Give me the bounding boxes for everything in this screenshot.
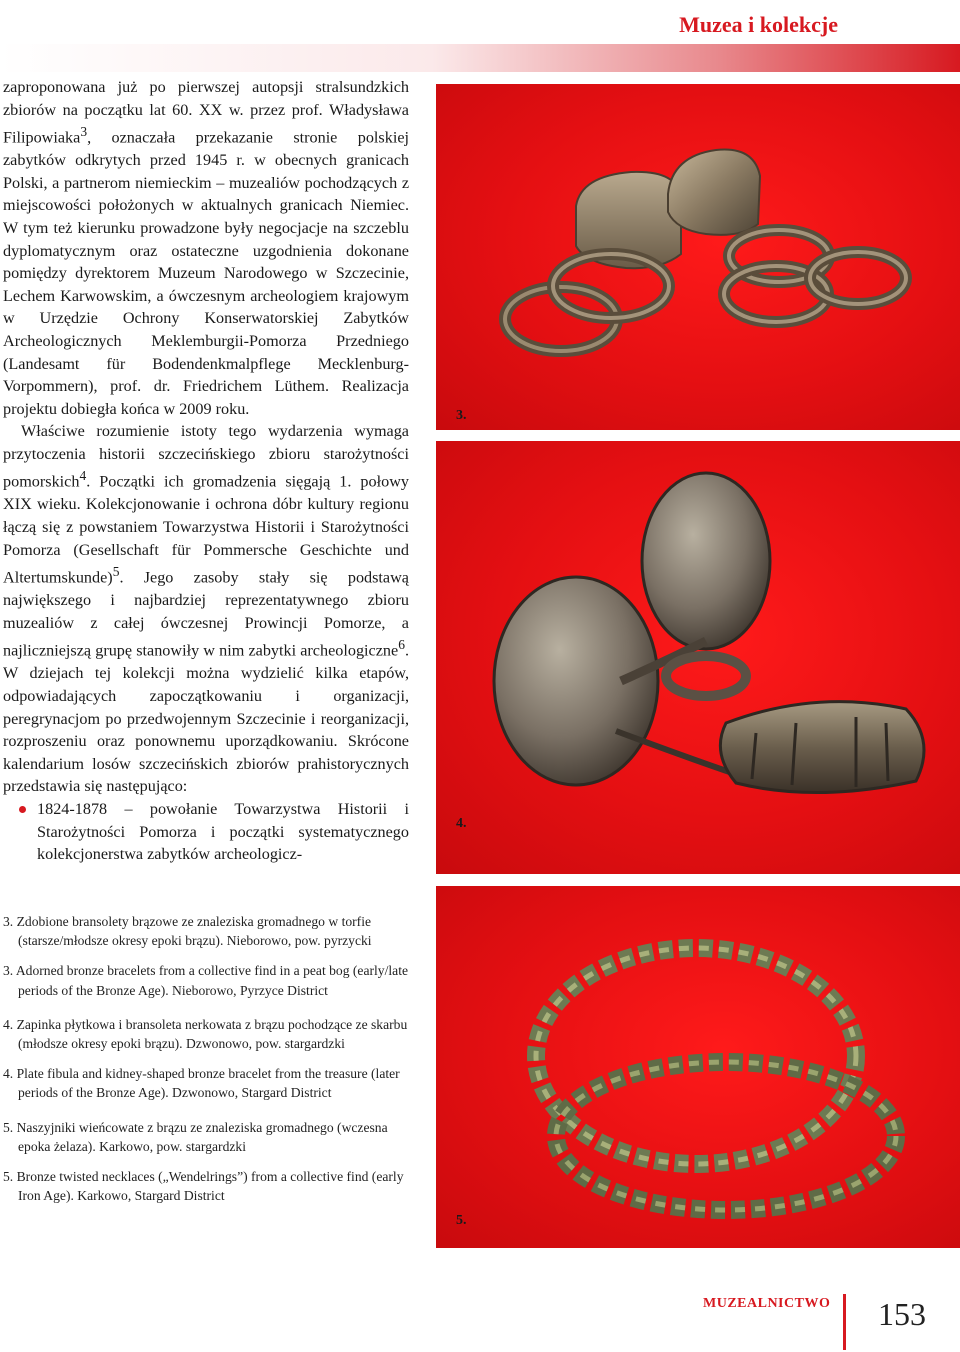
caption-4-pl: 4. Zapinka płytkowa i bransoleta nerkowata z brązu pochodzące ze skarbu (młodsze okresy epoki brązu). Dzwonowo, pow. stargardzki	[3, 1016, 408, 1052]
timeline-list-item	[3, 798, 409, 866]
article-body	[3, 76, 409, 866]
necklaces-illustration	[436, 886, 960, 1248]
paragraph-2-text-d: . W dziejach tej kolekcji można wydzielić kilka etapów, odpowiadających zapoczątkowaniu i organizacji, peregrynacjom po przedwojennym Szczecinie i reorganizacji, rozproszeniu oraz ponownemu uporządkowaniu. Skrócone kalendarium losów szczecińskich zbiorów prahistorycznych przedstawia się następująco:	[3, 641, 409, 796]
caption-5-en: 5. Bronze twisted necklaces („Wendelrings”) from a collective find (early Iron Age). Karkowo, Stargard District	[3, 1169, 404, 1204]
figure-number-3: 3.	[456, 408, 467, 423]
footnote-ref[interactable]: 4	[79, 468, 87, 484]
paragraph-2-text-b: . Początki ich gromadzenia sięgają 1. połowy XIX wieku. Kolekcjonowanie i ochrona dóbr kultury regionu łączą się z powstaniem Towarzystwa Historii i Starożytności Pomorza (Gesellschaft für Pommersche Geschichte und Altertumskunde)	[3, 472, 409, 587]
paragraph-2	[3, 420, 409, 798]
photo-5-necklaces	[436, 886, 960, 1248]
photo-3-bracelets	[436, 84, 960, 430]
figure-number-5: 5.	[456, 1213, 467, 1228]
header-gradient-bar	[0, 44, 960, 72]
caption-3-en: 3. Adorned bronze bracelets from a collective find in a peat bog (early/late periods of the Bronze Age). Nieborowo, Pyrzyce District	[3, 963, 408, 998]
bracelets-illustration	[436, 84, 960, 430]
figure-captions	[3, 912, 411, 1220]
fibula-illustration	[436, 441, 960, 874]
page-number: 153	[878, 1296, 926, 1332]
footnote-ref[interactable]: 5	[112, 564, 120, 580]
section-title: Muzea i kolekcje	[679, 12, 838, 37]
paragraph-1-text-a: zaproponowana już po pierwszej autopsji stralsundzkich zbiorów na początku lat 60. XX w. przez prof. Władysława Filipowiaka	[3, 78, 409, 147]
footnote-ref[interactable]: 3	[80, 124, 88, 140]
paragraph-2-text-c: . Jego zasoby stały się podstawą największego i najbardziej reprezentatywnego zbioru muzealiów z całej ówczesnej Prowincji Pomorze, a najliczniejszą grupę stanowiły w nim zabytki archeologiczne	[3, 568, 409, 660]
figure-number-4: 4.	[456, 816, 467, 831]
journal-brand: MUZEALNICTWO	[703, 1296, 831, 1311]
timeline-item-text: 1824-1878 – powołanie Towarzystwa Historii i Starożytności Pomorza i początki systematycznego kolekcjonerstwa zabytków archeologicz-	[37, 799, 409, 864]
caption-4-en: 4. Plate fibula and kidney-shaped bronze bracelet from the treasure (later periods of the Bronze Age). Dzwonowo, Stargard District	[3, 1066, 400, 1101]
photo-4-fibula-bracelet	[436, 441, 960, 874]
caption-3-pl: 3. Zdobione bransolety brązowe ze znaleziska gromadnego w torfie (starsze/młodsze okresy epoki brązu). Nieborowo, pow. pyrzycki	[3, 914, 372, 949]
footer-divider	[843, 1294, 846, 1350]
paragraph-1	[3, 76, 409, 420]
paragraph-2-text-a: Właściwe rozumienie istoty tego wydarzenia wymaga przytoczenia historii szczecińskiego zbioru starożytności pomorskich	[3, 422, 409, 491]
footnote-ref[interactable]: 6	[398, 637, 405, 653]
bullet-icon	[19, 806, 26, 813]
paragraph-1-text-b: , oznaczała przekazanie stronie polskiej zabytków odkrytych przed 1945 r. w obecnych granicach Polski, a partnerom niemieckim – muzealiów pochodzących z miejscowości położonych w aktualnych granicach Niemiec. W tym też kierunku prowadzone były negocjacje na szczeblu dyplomatycznym oraz ostateczne uzgodnienia dokonane pomiędzy dyrektorem Muzeum Narodowego w Szczecinie, Lechem Karwowskim, a ówczesnym archeologiem krajowym w Urzędzie Ochrony Konserwatorskiej Zabytków Archeologicznych Meklemburgii-Pomorza Przedniego (Landesamt für Bodendenkmalpflege Mecklenburg-Vorpommern), prof. dr. Friedrichem Lüthem. Realizacja projektu dobiegła końca w 2009 roku.	[3, 128, 409, 418]
caption-5-pl: 5. Naszyjniki wieńcowate z brązu ze znaleziska gromadnego (wczesna epoka żelaza). Karkowo, pow. stargardzki	[3, 1119, 388, 1154]
